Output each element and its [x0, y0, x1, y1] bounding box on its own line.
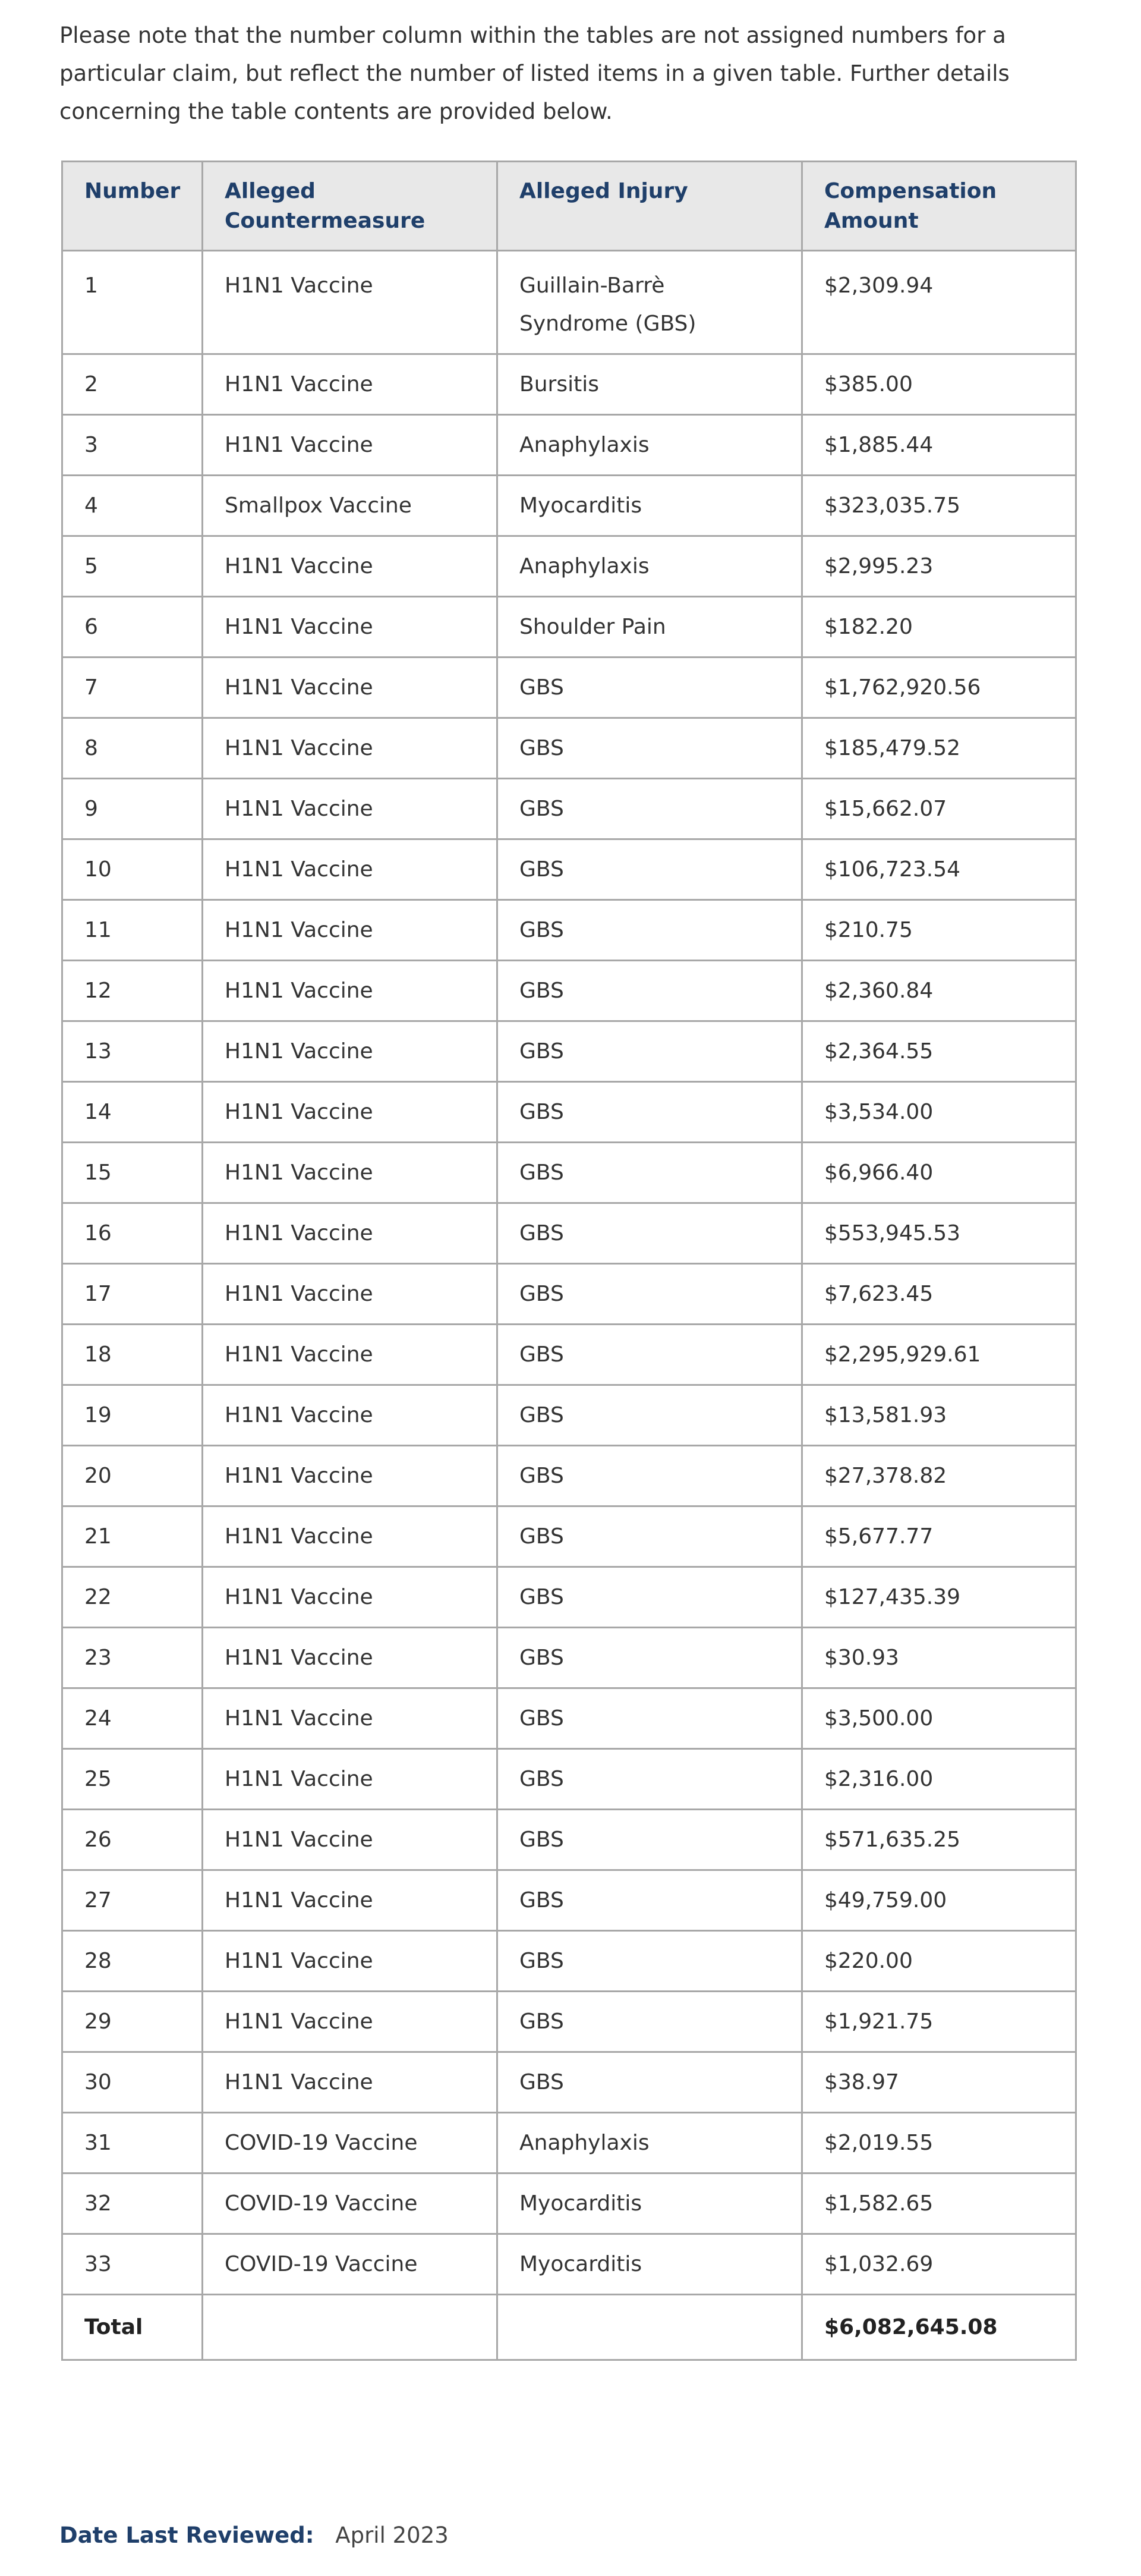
cell-countermeasure: COVID-19 Vaccine — [203, 2113, 497, 2174]
table-row — [62, 2234, 1076, 2295]
cell-compensation: $15,662.07 — [802, 779, 1076, 839]
cell-countermeasure: H1N1 Vaccine — [203, 597, 497, 658]
table-row — [62, 1688, 1076, 1749]
cell-injury: Anaphylaxis — [497, 536, 802, 597]
cell-countermeasure: H1N1 Vaccine — [203, 1203, 497, 1264]
table-row — [62, 779, 1076, 839]
cell-injury: GBS — [497, 1628, 802, 1688]
cell-countermeasure: H1N1 Vaccine — [203, 1325, 497, 1385]
cell-countermeasure: H1N1 Vaccine — [203, 718, 497, 779]
cell-countermeasure: H1N1 Vaccine — [203, 536, 497, 597]
table-row — [62, 2052, 1076, 2113]
cell-countermeasure: H1N1 Vaccine — [203, 779, 497, 839]
cell-number: 23 — [62, 1628, 203, 1688]
cell-injury: GBS — [497, 1749, 802, 1810]
cell-countermeasure: H1N1 Vaccine — [203, 1264, 497, 1325]
cell-injury: GBS — [497, 961, 802, 1021]
cell-number: 11 — [62, 900, 203, 961]
cell-compensation: $3,500.00 — [802, 1688, 1076, 1749]
intro-paragraph: Please note that the number column within the tables are not assigned numbers for a particular claim, but reflect the number of listed items in a given table. Further details concerning the table contents are provided below. — [59, 23, 1010, 124]
table-row — [62, 415, 1076, 476]
table-body — [62, 251, 1076, 2295]
cell-number: 18 — [62, 1325, 203, 1385]
table-row — [62, 536, 1076, 597]
compensation-table — [61, 161, 1077, 2361]
cell-compensation: $571,635.25 — [802, 1810, 1076, 1870]
table-row — [62, 839, 1076, 900]
cell-injury: GBS — [497, 779, 802, 839]
cell-countermeasure: H1N1 Vaccine — [203, 1021, 497, 1082]
cell-countermeasure: H1N1 Vaccine — [203, 415, 497, 476]
cell-injury: Myocarditis — [497, 2234, 802, 2295]
cell-compensation: $220.00 — [802, 1931, 1076, 1992]
cell-compensation: $323,035.75 — [802, 476, 1076, 536]
cell-compensation: $13,581.93 — [802, 1385, 1076, 1446]
cell-injury: GBS — [497, 1688, 802, 1749]
cell-compensation: $5,677.77 — [802, 1506, 1076, 1567]
cell-countermeasure: H1N1 Vaccine — [203, 1143, 497, 1203]
cell-countermeasure: H1N1 Vaccine — [203, 1567, 497, 1628]
cell-number: 20 — [62, 1446, 203, 1506]
cell-countermeasure: H1N1 Vaccine — [203, 1385, 497, 1446]
table-row — [62, 251, 1076, 354]
cell-compensation: $27,378.82 — [802, 1446, 1076, 1506]
table-row — [62, 718, 1076, 779]
table-row — [62, 1385, 1076, 1446]
cell-countermeasure: H1N1 Vaccine — [203, 1688, 497, 1749]
cell-number: 33 — [62, 2234, 203, 2295]
cell-number: 16 — [62, 1203, 203, 1264]
cell-countermeasure: COVID-19 Vaccine — [203, 2234, 497, 2295]
cell-countermeasure: H1N1 Vaccine — [203, 961, 497, 1021]
table-row — [62, 1749, 1076, 1810]
cell-number: 26 — [62, 1810, 203, 1870]
table-row — [62, 476, 1076, 536]
table-header-row — [62, 162, 1076, 251]
table-row — [62, 1446, 1076, 1506]
cell-number: 1 — [62, 251, 203, 354]
table-row — [62, 354, 1076, 415]
cell-number: 5 — [62, 536, 203, 597]
cell-compensation: $106,723.54 — [802, 839, 1076, 900]
cell-compensation: $553,945.53 — [802, 1203, 1076, 1264]
cell-countermeasure: H1N1 Vaccine — [203, 839, 497, 900]
cell-number: 12 — [62, 961, 203, 1021]
cell-injury: Anaphylaxis — [497, 415, 802, 476]
cell-number: 19 — [62, 1385, 203, 1446]
cell-number: 25 — [62, 1749, 203, 1810]
cell-countermeasure: H1N1 Vaccine — [203, 658, 497, 718]
cell-countermeasure: COVID-19 Vaccine — [203, 2174, 497, 2234]
cell-number: 3 — [62, 415, 203, 476]
cell-countermeasure: H1N1 Vaccine — [203, 900, 497, 961]
table-row — [62, 1082, 1076, 1143]
table-row — [62, 1870, 1076, 1931]
table-row — [62, 1992, 1076, 2052]
cell-countermeasure: H1N1 Vaccine — [203, 1446, 497, 1506]
table-row — [62, 1628, 1076, 1688]
column-header-countermeasure: Alleged Countermeasure — [203, 162, 497, 251]
cell-countermeasure: H1N1 Vaccine — [203, 1506, 497, 1567]
cell-compensation: $1,885.44 — [802, 415, 1076, 476]
cell-number: 28 — [62, 1931, 203, 1992]
total-row — [62, 2295, 1076, 2360]
cell-number: 4 — [62, 476, 203, 536]
cell-countermeasure: H1N1 Vaccine — [203, 1628, 497, 1688]
cell-compensation: $2,309.94 — [802, 251, 1076, 354]
cell-number: 17 — [62, 1264, 203, 1325]
cell-injury: GBS — [497, 1446, 802, 1506]
cell-number: 24 — [62, 1688, 203, 1749]
cell-number: 27 — [62, 1870, 203, 1931]
cell-injury: GBS — [497, 1506, 802, 1567]
cell-injury: GBS — [497, 718, 802, 779]
table-row — [62, 1810, 1076, 1870]
cell-countermeasure: H1N1 Vaccine — [203, 251, 497, 354]
cell-injury: GBS — [497, 1810, 802, 1870]
table-row — [62, 1143, 1076, 1203]
cell-countermeasure: H1N1 Vaccine — [203, 1992, 497, 2052]
cell-injury: GBS — [497, 1567, 802, 1628]
cell-number: 9 — [62, 779, 203, 839]
cell-injury: GBS — [497, 1143, 802, 1203]
cell-compensation: $2,316.00 — [802, 1749, 1076, 1810]
cell-number: 21 — [62, 1506, 203, 1567]
cell-compensation: $210.75 — [802, 900, 1076, 961]
cell-compensation: $2,295,929.61 — [802, 1325, 1076, 1385]
cell-number: 2 — [62, 354, 203, 415]
column-header-number: Number — [62, 162, 203, 251]
cell-compensation: $185,479.52 — [802, 718, 1076, 779]
cell-number: 29 — [62, 1992, 203, 2052]
table-row — [62, 961, 1076, 1021]
cell-injury: Myocarditis — [497, 476, 802, 536]
table-row — [62, 1931, 1076, 1992]
cell-compensation: $49,759.00 — [802, 1870, 1076, 1931]
cell-compensation: $1,921.75 — [802, 1992, 1076, 2052]
cell-compensation: $1,762,920.56 — [802, 658, 1076, 718]
cell-compensation: $38.97 — [802, 2052, 1076, 2113]
cell-countermeasure: H1N1 Vaccine — [203, 1749, 497, 1810]
cell-injury: GBS — [497, 1325, 802, 1385]
cell-injury: GBS — [497, 1992, 802, 2052]
cell-countermeasure: H1N1 Vaccine — [203, 354, 497, 415]
total-label: Total — [62, 2295, 203, 2360]
reviewed-label: Date Last Reviewed: — [59, 2522, 314, 2548]
cell-number: 14 — [62, 1082, 203, 1143]
cell-compensation: $1,032.69 — [802, 2234, 1076, 2295]
table-row — [62, 658, 1076, 718]
cell-compensation: $2,364.55 — [802, 1021, 1076, 1082]
cell-injury: GBS — [497, 839, 802, 900]
cell-compensation: $30.93 — [802, 1628, 1076, 1688]
cell-compensation: $385.00 — [802, 354, 1076, 415]
cell-compensation: $6,966.40 — [802, 1143, 1076, 1203]
cell-compensation: $2,995.23 — [802, 536, 1076, 597]
cell-injury: GBS — [497, 1021, 802, 1082]
cell-compensation: $1,582.65 — [802, 2174, 1076, 2234]
cell-countermeasure: H1N1 Vaccine — [203, 1870, 497, 1931]
cell-injury: Anaphylaxis — [497, 2113, 802, 2174]
cell-injury: Bursitis — [497, 354, 802, 415]
cell-compensation: $127,435.39 — [802, 1567, 1076, 1628]
cell-countermeasure: H1N1 Vaccine — [203, 1082, 497, 1143]
total-empty-cell — [497, 2295, 802, 2360]
cell-countermeasure: H1N1 Vaccine — [203, 1810, 497, 1870]
cell-injury: GBS — [497, 900, 802, 961]
table-row — [62, 1264, 1076, 1325]
cell-compensation: $7,623.45 — [802, 1264, 1076, 1325]
column-header-compensation: Compensation Amount — [802, 162, 1076, 251]
cell-number: 10 — [62, 839, 203, 900]
cell-compensation: $2,019.55 — [802, 2113, 1076, 2174]
cell-compensation: $3,534.00 — [802, 1082, 1076, 1143]
reviewed-value: April 2023 — [335, 2522, 449, 2548]
cell-injury: GBS — [497, 2052, 802, 2113]
cell-countermeasure: H1N1 Vaccine — [203, 1931, 497, 1992]
cell-number: 15 — [62, 1143, 203, 1203]
table-row — [62, 1506, 1076, 1567]
cell-injury: GBS — [497, 658, 802, 718]
cell-compensation: $182.20 — [802, 597, 1076, 658]
table-row — [62, 597, 1076, 658]
cell-number: 8 — [62, 718, 203, 779]
cell-injury: Myocarditis — [497, 2174, 802, 2234]
table-row — [62, 900, 1076, 961]
table-row — [62, 1567, 1076, 1628]
table-row — [62, 1021, 1076, 1082]
cell-compensation: $2,360.84 — [802, 961, 1076, 1021]
cell-injury: GBS — [497, 1931, 802, 1992]
cell-number: 31 — [62, 2113, 203, 2174]
cell-number: 6 — [62, 597, 203, 658]
table-row — [62, 2113, 1076, 2174]
total-amount: $6,082,645.08 — [802, 2295, 1076, 2360]
cell-injury: GBS — [497, 1385, 802, 1446]
column-header-injury: Alleged Injury — [497, 162, 802, 251]
cell-number: 7 — [62, 658, 203, 718]
cell-number: 32 — [62, 2174, 203, 2234]
table-row — [62, 1203, 1076, 1264]
total-empty-cell — [203, 2295, 497, 2360]
table-row — [62, 2174, 1076, 2234]
cell-injury: GBS — [497, 1870, 802, 1931]
cell-number: 13 — [62, 1021, 203, 1082]
cell-countermeasure: H1N1 Vaccine — [203, 2052, 497, 2113]
date-last-reviewed — [59, 2521, 449, 2550]
cell-injury: Shoulder Pain — [497, 597, 802, 658]
table-row — [62, 1325, 1076, 1385]
cell-number: 22 — [62, 1567, 203, 1628]
cell-number: 30 — [62, 2052, 203, 2113]
cell-injury: GBS — [497, 1203, 802, 1264]
cell-injury: GBS — [497, 1082, 802, 1143]
cell-injury: GBS — [497, 1264, 802, 1325]
cell-injury: Guillain-Barrè Syndrome (GBS) — [497, 251, 802, 354]
cell-countermeasure: Smallpox Vaccine — [203, 476, 497, 536]
